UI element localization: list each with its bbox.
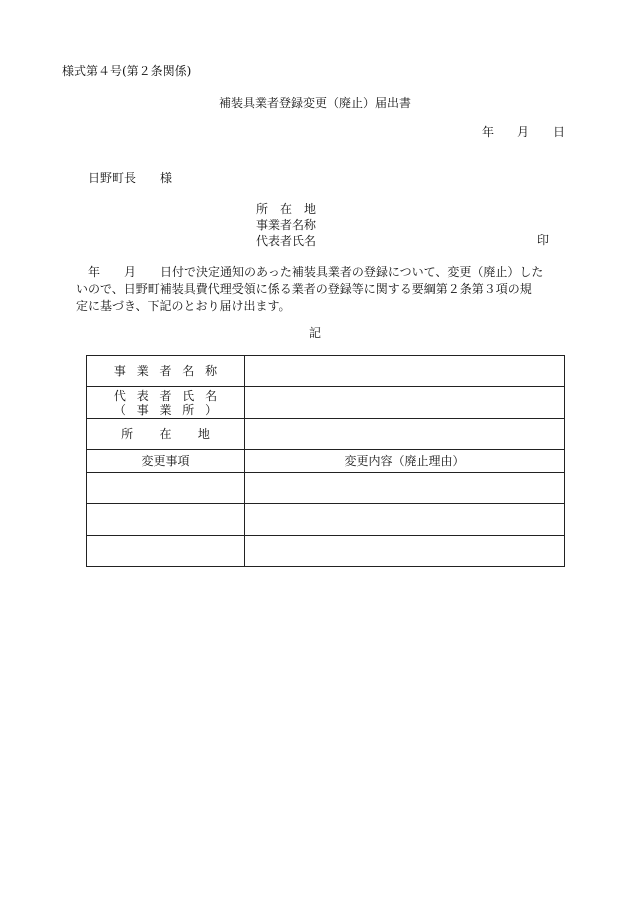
body-line: 定に基づき、下記のとおり届け出ます。: [76, 299, 291, 313]
body-text: [76, 264, 568, 315]
table-row: [87, 536, 565, 567]
change-content-cell[interactable]: [245, 473, 565, 504]
seal-mark: 印: [537, 233, 550, 247]
table-row: [87, 504, 565, 536]
form-number: 様式第４号(第２条関係): [62, 64, 192, 78]
table-row: [87, 473, 565, 504]
change-item-cell[interactable]: [87, 536, 245, 567]
business-name-cell-value[interactable]: [245, 356, 565, 387]
change-content-cell[interactable]: [245, 536, 565, 567]
table-row: [87, 356, 565, 387]
addressee: 日野町長 様: [88, 171, 173, 185]
date-line: [482, 125, 565, 139]
table-header-row: [87, 450, 565, 473]
applicant-block: [256, 201, 316, 249]
representative-label: 代表者氏名: [256, 234, 317, 248]
representative-cell-value[interactable]: [245, 387, 565, 419]
change-content-header: 変更内容（廃止理由）: [245, 450, 565, 473]
representative-cell-label: 代表者氏名 （事業所）: [87, 387, 245, 419]
date-day: 日: [553, 125, 566, 139]
address-cell-label: 所在地: [87, 419, 245, 450]
change-item-cell[interactable]: [87, 473, 245, 504]
business-name-label: 事業者名称: [256, 218, 317, 232]
change-item-cell[interactable]: [87, 504, 245, 536]
body-line: いので、日野町補装具費代理受領に係る業者の登録等に関する要綱第２条第３項の規: [76, 282, 532, 296]
table-row: [87, 387, 565, 419]
date-month: 月: [517, 125, 530, 139]
change-item-header: 変更事項: [87, 450, 245, 473]
address-cell-value[interactable]: [245, 419, 565, 450]
change-content-cell[interactable]: [245, 504, 565, 536]
info-table: [86, 355, 565, 567]
address-label: 所 在 地: [256, 202, 317, 216]
ki-heading: 記: [308, 326, 321, 340]
business-name-cell-label: 事業者名称: [87, 356, 245, 387]
table-row: [87, 419, 565, 450]
date-year: 年: [482, 125, 495, 139]
document-title: 補装具業者登録変更（廃止）届出書: [218, 96, 411, 110]
body-line: 年 月 日付で決定通知のあった補装具業者の登録について、変更（廃止）した: [76, 265, 544, 279]
